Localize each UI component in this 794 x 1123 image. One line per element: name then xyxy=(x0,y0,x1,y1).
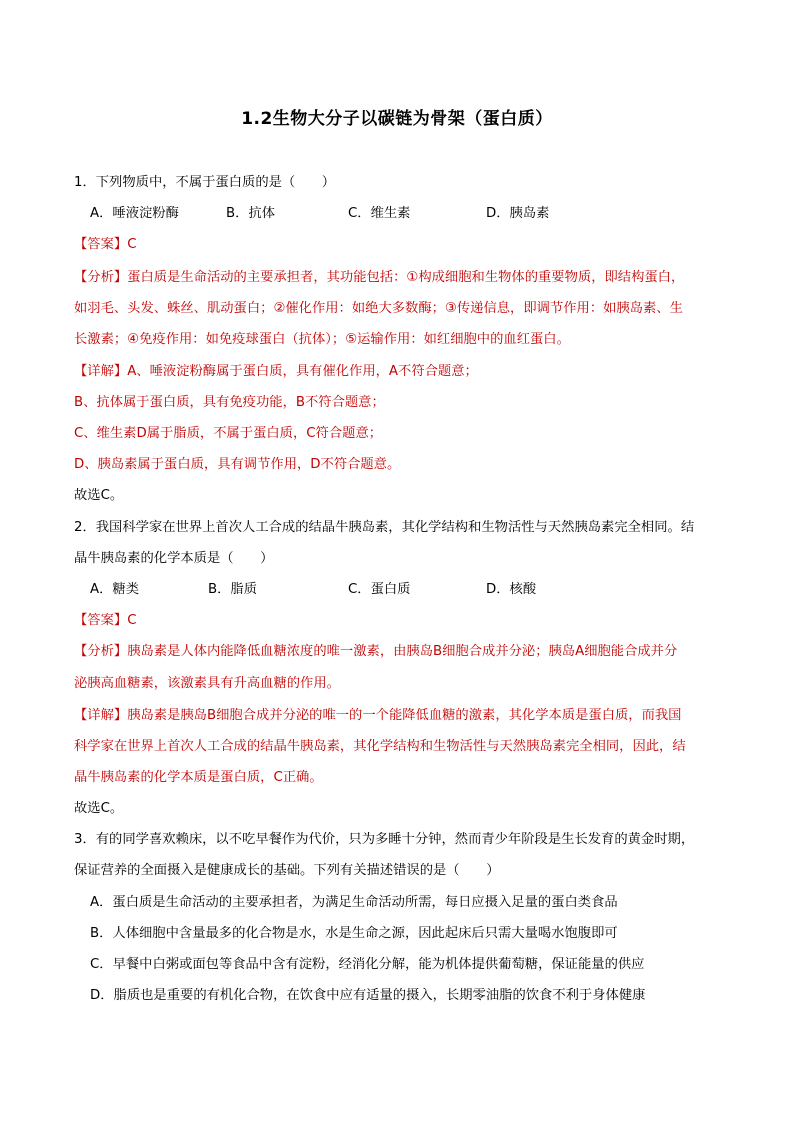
q1-detail-line: D、胰岛素属于蛋白质，具有调节作用，D不符合题意。 xyxy=(74,457,401,472)
q2-option-a: A．糖类 xyxy=(90,582,139,597)
q1-detail-line: 【详解】A、唾液淀粉酶属于蛋白质，具有催化作用，A不符合题意； xyxy=(74,364,478,379)
q3-stem-line: 保证营养的全面摄入是健康成长的基础。下列有关描述错误的是（ ） xyxy=(74,863,500,878)
q1-option-a: A．唾液淀粉酶 xyxy=(90,206,179,221)
q2-option-d: D．核酸 xyxy=(486,582,537,597)
answer-value: C xyxy=(127,237,137,252)
answer-value: C xyxy=(127,613,137,628)
q3-stem-line: 3．有的同学喜欢赖床，以不吃早餐作为代价，只为多睡十分钟，然而青少年阶段是生长发育的黄金时期， xyxy=(74,832,695,847)
q2-detail-line: 【详解】胰岛素是胰岛B细胞合成并分泌的唯一的一个能降低血糖的激素，其化学本质是蛋白质，而我国 xyxy=(74,708,682,723)
q2-conclusion: 故选C。 xyxy=(74,801,124,816)
q3-option-c: C．早餐中白粥或面包等食品中含有淀粉，经消化分解，能为机体提供葡萄糖，保证能量的供应 xyxy=(90,957,645,972)
q1-detail-line: B、抗体属于蛋白质，具有免疫功能，B不符合题意； xyxy=(74,395,385,410)
answer-tag: 【答案】 xyxy=(74,613,128,628)
analysis-tag: 【分析】 xyxy=(74,270,128,285)
q1-analysis-line: 长激素；④免疫作用：如免疫球蛋白（抗体）；⑤运输作用：如红细胞中的血红蛋白。 xyxy=(74,332,570,347)
q2-analysis-line: 泌胰高血糖素，该激素具有升高血糖的作用。 xyxy=(74,676,340,691)
q1-analysis-line: 【分析】蛋白质是生命活动的主要承担者，其功能包括：①构成细胞和生物体的重要物质，即结构蛋白， xyxy=(74,270,685,285)
answer-tag: 【答案】 xyxy=(74,237,128,252)
detail-tag: 【详解】 xyxy=(74,364,128,379)
q2-stem-line: 晶牛胰岛素的化学本质是（ ） xyxy=(74,551,274,566)
q2-detail-line: 晶牛胰岛素的化学本质是蛋白质，C正确。 xyxy=(74,770,323,785)
q1-stem: 1．下列物质中，不属于蛋白质的是（ ） xyxy=(74,175,336,190)
q2-option-b: B．脂质 xyxy=(208,582,258,597)
q1-analysis-line: 如羽毛、头发、蛛丝、肌动蛋白；②催化作用：如绝大多数酶；③传递信息，即调节作用：如胰岛素、生 xyxy=(74,301,683,316)
page-title: 1.2生物大分子以碳链为骨架（蛋白质） xyxy=(241,109,553,129)
q3-option-a: A．蛋白质是生命活动的主要承担者，为满足生命活动所需，每日应摄入足量的蛋白类食品 xyxy=(90,895,618,910)
q1-answer xyxy=(74,235,734,255)
q3-option-d: D．脂质也是重要的有机化合物，在饮食中应有适量的摄入，长期零油脂的饮食不利于身体健康 xyxy=(90,988,646,1003)
q1-option-b: B．抗体 xyxy=(226,206,276,221)
q2-answer xyxy=(74,611,734,631)
analysis-tag: 【分析】 xyxy=(74,644,128,659)
q2-analysis-line: 【分析】胰岛素是人体内能降低血糖浓度的唯一激素，由胰岛B细胞合成并分泌；胰岛A细胞能合成并分 xyxy=(74,644,678,659)
q3-option-b: B．人体细胞中含量最多的化合物是水，水是生命之源，因此起床后只需大量喝水饱腹即可 xyxy=(90,926,618,941)
q1-detail-line: C、维生素D属于脂质，不属于蛋白质，C符合题意； xyxy=(74,426,383,441)
detail-tag: 【详解】 xyxy=(74,708,128,723)
q2-option-c: C．蛋白质 xyxy=(348,582,411,597)
q1-conclusion: 故选C。 xyxy=(74,488,124,503)
q1-option-d: D．胰岛素 xyxy=(486,206,550,221)
q2-detail-line: 科学家在世界上首次人工合成的结晶牛胰岛素，其化学结构和生物活性与天然胰岛素完全相同，因此，结 xyxy=(74,739,686,754)
q2-stem-line: 2．我国科学家在世界上首次人工合成的结晶牛胰岛素，其化学结构和生物活性与天然胰岛素完全相同。结 xyxy=(74,520,695,535)
q1-option-c: C．维生素 xyxy=(348,206,411,221)
